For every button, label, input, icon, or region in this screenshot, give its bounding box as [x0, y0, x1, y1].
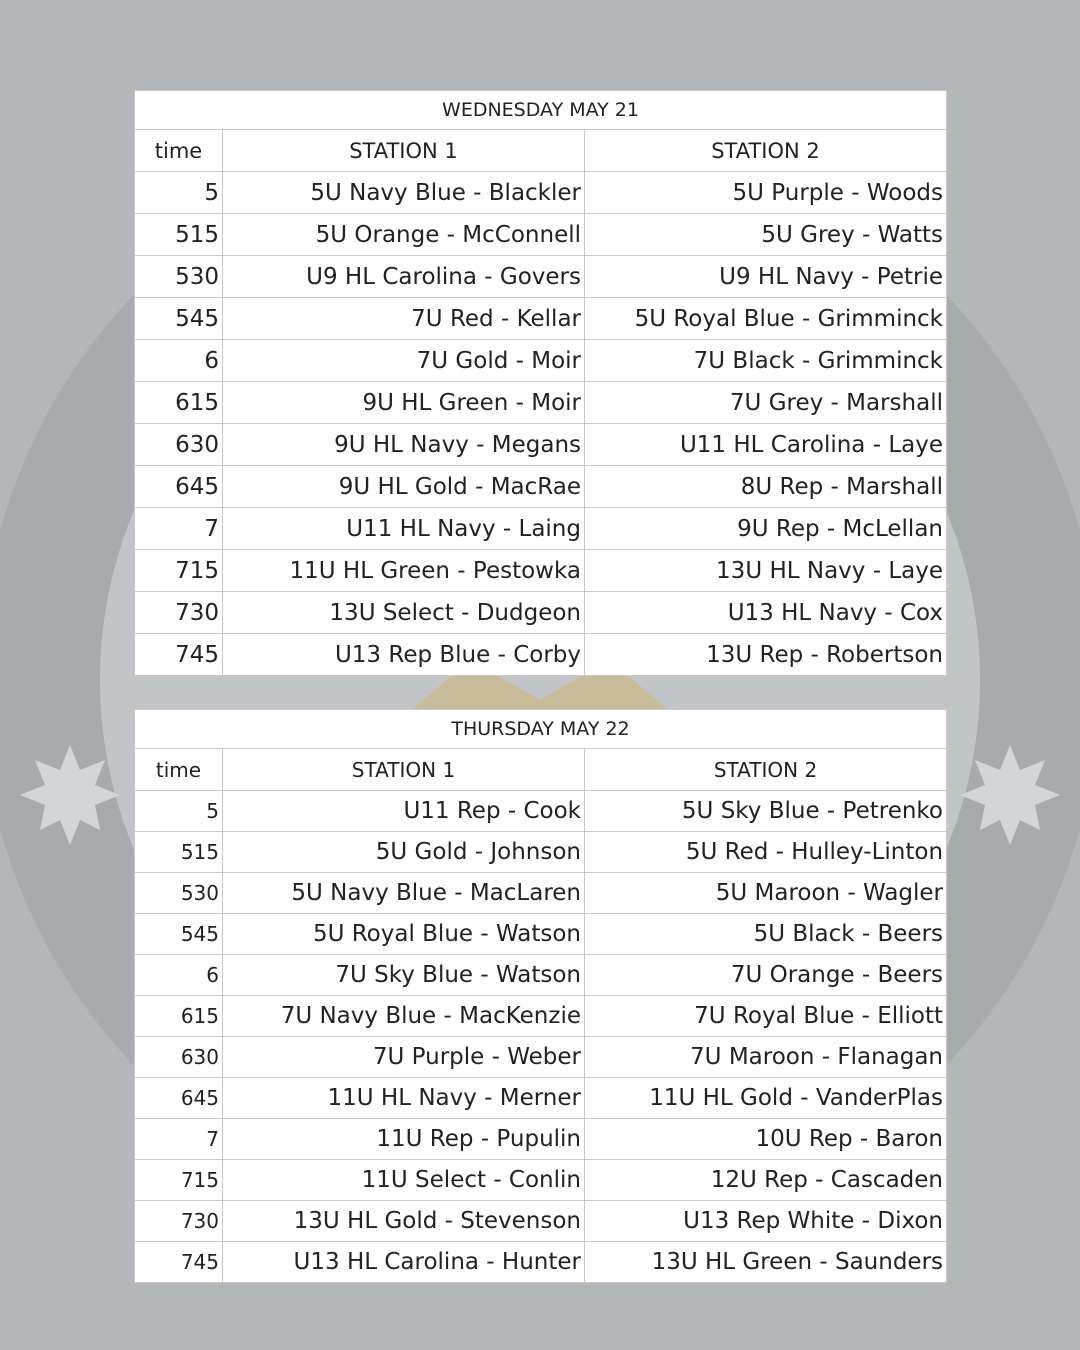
- table-row: [135, 1160, 947, 1201]
- time-cell: 545: [135, 298, 223, 340]
- station-2-cell: 5U Sky Blue - Petrenko: [585, 791, 947, 832]
- time-cell: 530: [135, 873, 223, 914]
- time-cell: 630: [135, 424, 223, 466]
- table-row: [135, 791, 947, 832]
- station-1-cell: 5U Navy Blue - MacLaren: [223, 873, 585, 914]
- station-1-cell: 7U Red - Kellar: [223, 298, 585, 340]
- time-cell: 515: [135, 832, 223, 873]
- table-row: [135, 634, 947, 676]
- time-cell: 615: [135, 382, 223, 424]
- table-row: [135, 1037, 947, 1078]
- station-2-cell: 5U Maroon - Wagler: [585, 873, 947, 914]
- time-cell: 645: [135, 466, 223, 508]
- time-cell: 545: [135, 914, 223, 955]
- station-1-cell: 13U Select - Dudgeon: [223, 592, 585, 634]
- time-cell: 745: [135, 634, 223, 676]
- table-row: [135, 508, 947, 550]
- station-1-cell: 7U Navy Blue - MacKenzie: [223, 996, 585, 1037]
- time-cell: 7: [135, 1119, 223, 1160]
- thursday-schedule-table: [134, 709, 947, 1283]
- time-cell: 745: [135, 1242, 223, 1283]
- station-1-cell: 9U HL Gold - MacRae: [223, 466, 585, 508]
- time-cell: 7: [135, 508, 223, 550]
- table-row: [135, 1242, 947, 1283]
- station-2-cell: 9U Rep - McLellan: [585, 508, 947, 550]
- station-2-cell: 7U Royal Blue - Elliott: [585, 996, 947, 1037]
- station-2-cell: 8U Rep - Marshall: [585, 466, 947, 508]
- time-cell: 530: [135, 256, 223, 298]
- station-1-cell: 5U Gold - Johnson: [223, 832, 585, 873]
- time-cell: 730: [135, 1201, 223, 1242]
- station-2-cell: 7U Maroon - Flanagan: [585, 1037, 947, 1078]
- station-2-cell: 5U Red - Hulley-Linton: [585, 832, 947, 873]
- station-2-cell: 12U Rep - Cascaden: [585, 1160, 947, 1201]
- station-2-cell: 10U Rep - Baron: [585, 1119, 947, 1160]
- table-row: [135, 873, 947, 914]
- station-1-cell: 11U HL Navy - Merner: [223, 1078, 585, 1119]
- table-row: [135, 1078, 947, 1119]
- time-cell: 515: [135, 214, 223, 256]
- table-row: [135, 298, 947, 340]
- station-1-cell: U13 Rep Blue - Corby: [223, 634, 585, 676]
- station-1-cell: 11U Select - Conlin: [223, 1160, 585, 1201]
- station-2-cell: 11U HL Gold - VanderPlas: [585, 1078, 947, 1119]
- table-row: [135, 592, 947, 634]
- station-1-cell: 5U Royal Blue - Watson: [223, 914, 585, 955]
- station-2-header: STATION 2: [585, 749, 947, 791]
- station-1-cell: U13 HL Carolina - Hunter: [223, 1242, 585, 1283]
- day-title: WEDNESDAY MAY 21: [135, 91, 947, 130]
- station-1-cell: 7U Sky Blue - Watson: [223, 955, 585, 996]
- station-1-cell: 7U Gold - Moir: [223, 340, 585, 382]
- table-row: [135, 914, 947, 955]
- time-cell: 645: [135, 1078, 223, 1119]
- table-row: [135, 466, 947, 508]
- table-row: [135, 424, 947, 466]
- station-1-cell: U11 Rep - Cook: [223, 791, 585, 832]
- table-row: [135, 382, 947, 424]
- time-cell: 6: [135, 955, 223, 996]
- station-1-cell: 11U Rep - Pupulin: [223, 1119, 585, 1160]
- station-1-cell: U11 HL Navy - Laing: [223, 508, 585, 550]
- thursday-rows: [135, 791, 947, 1283]
- table-row: [135, 172, 947, 214]
- table-row: [135, 214, 947, 256]
- table-row: [135, 550, 947, 592]
- time-cell: 715: [135, 1160, 223, 1201]
- time-cell: 5: [135, 791, 223, 832]
- station-1-cell: 9U HL Navy - Megans: [223, 424, 585, 466]
- station-2-cell: 7U Black - Grimminck: [585, 340, 947, 382]
- table-row: [135, 1119, 947, 1160]
- time-cell: 6: [135, 340, 223, 382]
- station-2-cell: U13 Rep White - Dixon: [585, 1201, 947, 1242]
- station-2-cell: 13U Rep - Robertson: [585, 634, 947, 676]
- station-2-cell: U11 HL Carolina - Laye: [585, 424, 947, 466]
- table-row: [135, 832, 947, 873]
- station-2-cell: 5U Grey - Watts: [585, 214, 947, 256]
- station-1-cell: U9 HL Carolina - Govers: [223, 256, 585, 298]
- table-row: [135, 1201, 947, 1242]
- table-row: [135, 996, 947, 1037]
- station-1-cell: 9U HL Green - Moir: [223, 382, 585, 424]
- time-cell: 5: [135, 172, 223, 214]
- station-2-cell: 7U Grey - Marshall: [585, 382, 947, 424]
- time-cell: 715: [135, 550, 223, 592]
- day-title: THURSDAY MAY 22: [135, 710, 947, 749]
- table-row: [135, 340, 947, 382]
- station-2-cell: 13U HL Green - Saunders: [585, 1242, 947, 1283]
- station-1-cell: 7U Purple - Weber: [223, 1037, 585, 1078]
- station-2-cell: 5U Purple - Woods: [585, 172, 947, 214]
- station-1-cell: 13U HL Gold - Stevenson: [223, 1201, 585, 1242]
- station-2-cell: 7U Orange - Beers: [585, 955, 947, 996]
- station-2-cell: 5U Royal Blue - Grimminck: [585, 298, 947, 340]
- station-2-header: STATION 2: [585, 130, 947, 172]
- wednesday-schedule-table: [134, 90, 947, 676]
- time-cell: 615: [135, 996, 223, 1037]
- wednesday-rows: [135, 172, 947, 676]
- station-2-cell: 5U Black - Beers: [585, 914, 947, 955]
- table-row: [135, 256, 947, 298]
- time-cell: 630: [135, 1037, 223, 1078]
- station-1-header: STATION 1: [223, 749, 585, 791]
- station-1-cell: 5U Navy Blue - Blackler: [223, 172, 585, 214]
- station-1-cell: 11U HL Green - Pestowka: [223, 550, 585, 592]
- time-header: time: [135, 130, 223, 172]
- station-1-header: STATION 1: [223, 130, 585, 172]
- time-header: time: [135, 749, 223, 791]
- station-2-cell: U13 HL Navy - Cox: [585, 592, 947, 634]
- station-2-cell: U9 HL Navy - Petrie: [585, 256, 947, 298]
- station-1-cell: 5U Orange - McConnell: [223, 214, 585, 256]
- station-2-cell: 13U HL Navy - Laye: [585, 550, 947, 592]
- time-cell: 730: [135, 592, 223, 634]
- table-row: [135, 955, 947, 996]
